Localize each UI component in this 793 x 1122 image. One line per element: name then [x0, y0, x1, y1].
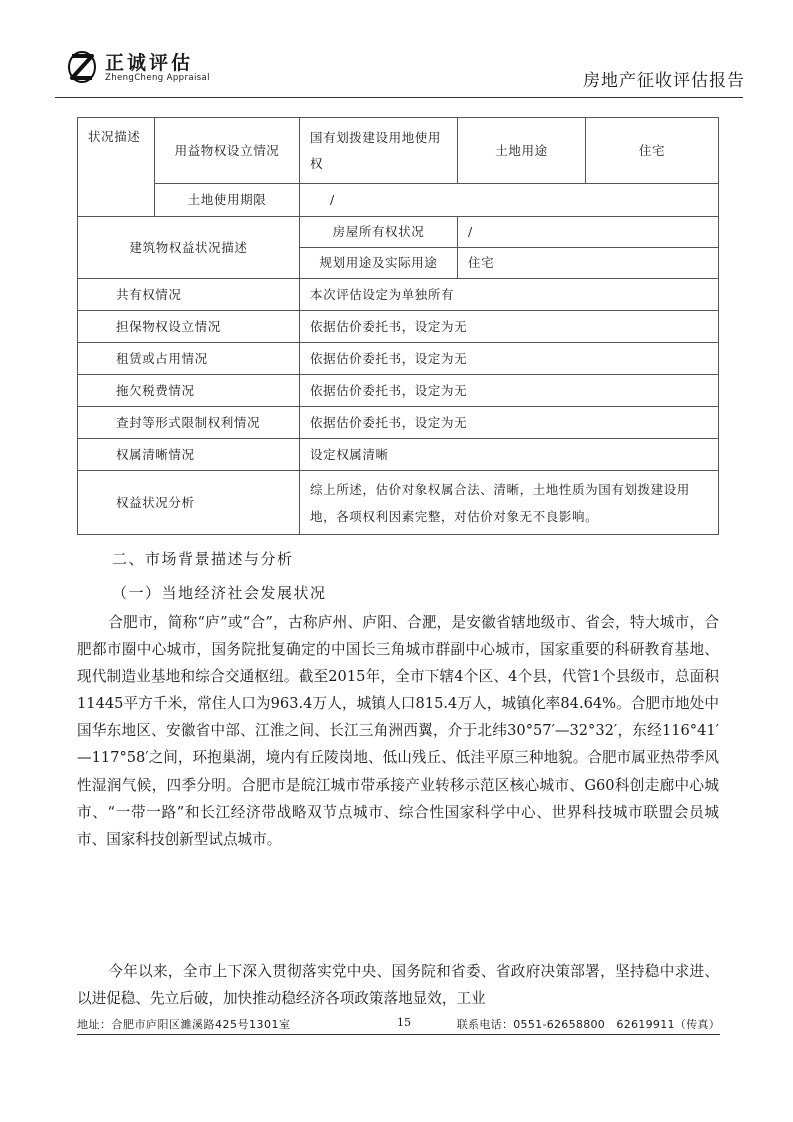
table-cell-status-label: 状况描述	[78, 118, 155, 217]
table-row	[78, 407, 719, 439]
paragraph-text: 今年以来，全市上下深入贯彻落实党中央、国务院和省委、省政府决策部署，坚持稳中求进、以进促稳、先立后破，加快推动稳经济各项政策落地显效，工业	[77, 963, 719, 1008]
table-cell-value: 依据估价委托书，设定为无	[300, 311, 719, 343]
table-cell-analysis-value: 综上所述，估价对象权属合法、清晰，土地性质为国有划拨建设用地，各项权利因素完整，对估价对象无不良影响。	[300, 471, 719, 535]
table-cell-value: 依据估价委托书，设定为无	[300, 375, 719, 407]
table-row	[78, 375, 719, 407]
table-cell-usufruct-label: 用益物权设立情况	[155, 118, 300, 184]
page-header	[55, 34, 745, 94]
table-row	[78, 279, 719, 311]
company-logo	[67, 48, 237, 88]
table-cell-land-use-label: 土地用途	[458, 118, 586, 184]
table-row	[78, 471, 719, 535]
table-cell-term-label: 土地使用期限	[155, 184, 300, 217]
section-subheading: （一）当地经济社会发展状况	[112, 584, 327, 602]
table-cell-analysis-label: 权益状况分析	[78, 471, 300, 535]
logo-english-name: ZhengCheng Appraisal	[105, 73, 210, 83]
section-heading: 二、市场背景描述与分析	[112, 550, 294, 568]
table-cell-planned-use-value: 住宅	[458, 248, 719, 279]
table-cell-value: 依据估价委托书，设定为无	[300, 343, 719, 375]
logo-chinese-name: 正诚评估	[105, 52, 194, 74]
table-row	[78, 184, 719, 217]
body-paragraph	[77, 609, 719, 853]
table-cell-label: 租赁或占用情况	[78, 343, 300, 375]
table-cell-label: 担保物权设立情况	[78, 311, 300, 343]
footer-contact: 联系电话：0551-62658800 62619911（传真）	[456, 1018, 720, 1031]
footer-divider	[77, 1034, 720, 1035]
report-title: 房地产征收评估报告	[583, 71, 745, 91]
table-row	[78, 343, 719, 375]
footer-address: 地址：合肥市庐阳区濉溪路425号1301室	[77, 1018, 291, 1031]
table-row	[78, 439, 719, 471]
table-cell-term-value: /	[300, 184, 719, 217]
table-cell-ownership-label: 房屋所有权状况	[300, 217, 458, 248]
table-cell-usufruct-value: 国有划拨建设用地使用权	[300, 118, 458, 184]
table-cell-ownership-value: /	[458, 217, 719, 248]
table-row	[78, 311, 719, 343]
table-cell-land-use-value: 住宅	[586, 118, 719, 184]
table-row	[78, 217, 719, 248]
table-cell-building-label: 建筑物权益状况描述	[78, 217, 300, 279]
body-paragraph	[77, 958, 719, 1012]
table-cell-label: 共有权情况	[78, 279, 300, 311]
paragraph-text: 合肥市，简称“庐”或“合”，古称庐州、庐阳、合淝，是安徽省辖地级市、省会，特大城市，合肥都市圈中心城市，国务院批复确定的中国长三角城市群副中心城市，国家重要的科研教育基地、现代制造业基地和综合交通枢纽。截至2015年，全市下辖4个区、4个县，代管1个县级市，总面积11445平方千米，常住人口为963.4万人，城镇人口815.4万人，城镇化率84.64%。合肥市地处中国华东地区、安徽省中部、江淮之间、长江三角洲西翼，介于北纬30°57′—32°32′，东经116°41′—117°58′之间，环抱巢湖，境内有丘陵岗地、低山残丘、低洼平原三种地貌。合肥市属亚热带季风性湿润气候，四季分明。合肥市是皖江城市带承接产业转移示范区核心城市、G60科创走廊中心城市、“一带一路”和长江经济带战略双节点城市、综合性国家科学中心、世界科技城市联盟会员城市、国家科技创新型试点城市。	[77, 614, 719, 848]
page-number: 15	[397, 1016, 411, 1029]
header-divider	[55, 97, 743, 98]
table-cell-label: 权属清晰情况	[78, 439, 300, 471]
table-cell-value: 设定权属清晰	[300, 439, 719, 471]
rights-status-table	[77, 117, 719, 535]
table-cell-label: 查封等形式限制权利情况	[78, 407, 300, 439]
table-row	[78, 118, 719, 184]
table-cell-label: 拖欠税费情况	[78, 375, 300, 407]
table-cell-planned-use-label: 规划用途及实际用途	[300, 248, 458, 279]
zc-logo-icon	[67, 50, 97, 84]
table-cell-value: 依据估价委托书，设定为无	[300, 407, 719, 439]
table-cell-value: 本次评估设定为单独所有	[300, 279, 719, 311]
